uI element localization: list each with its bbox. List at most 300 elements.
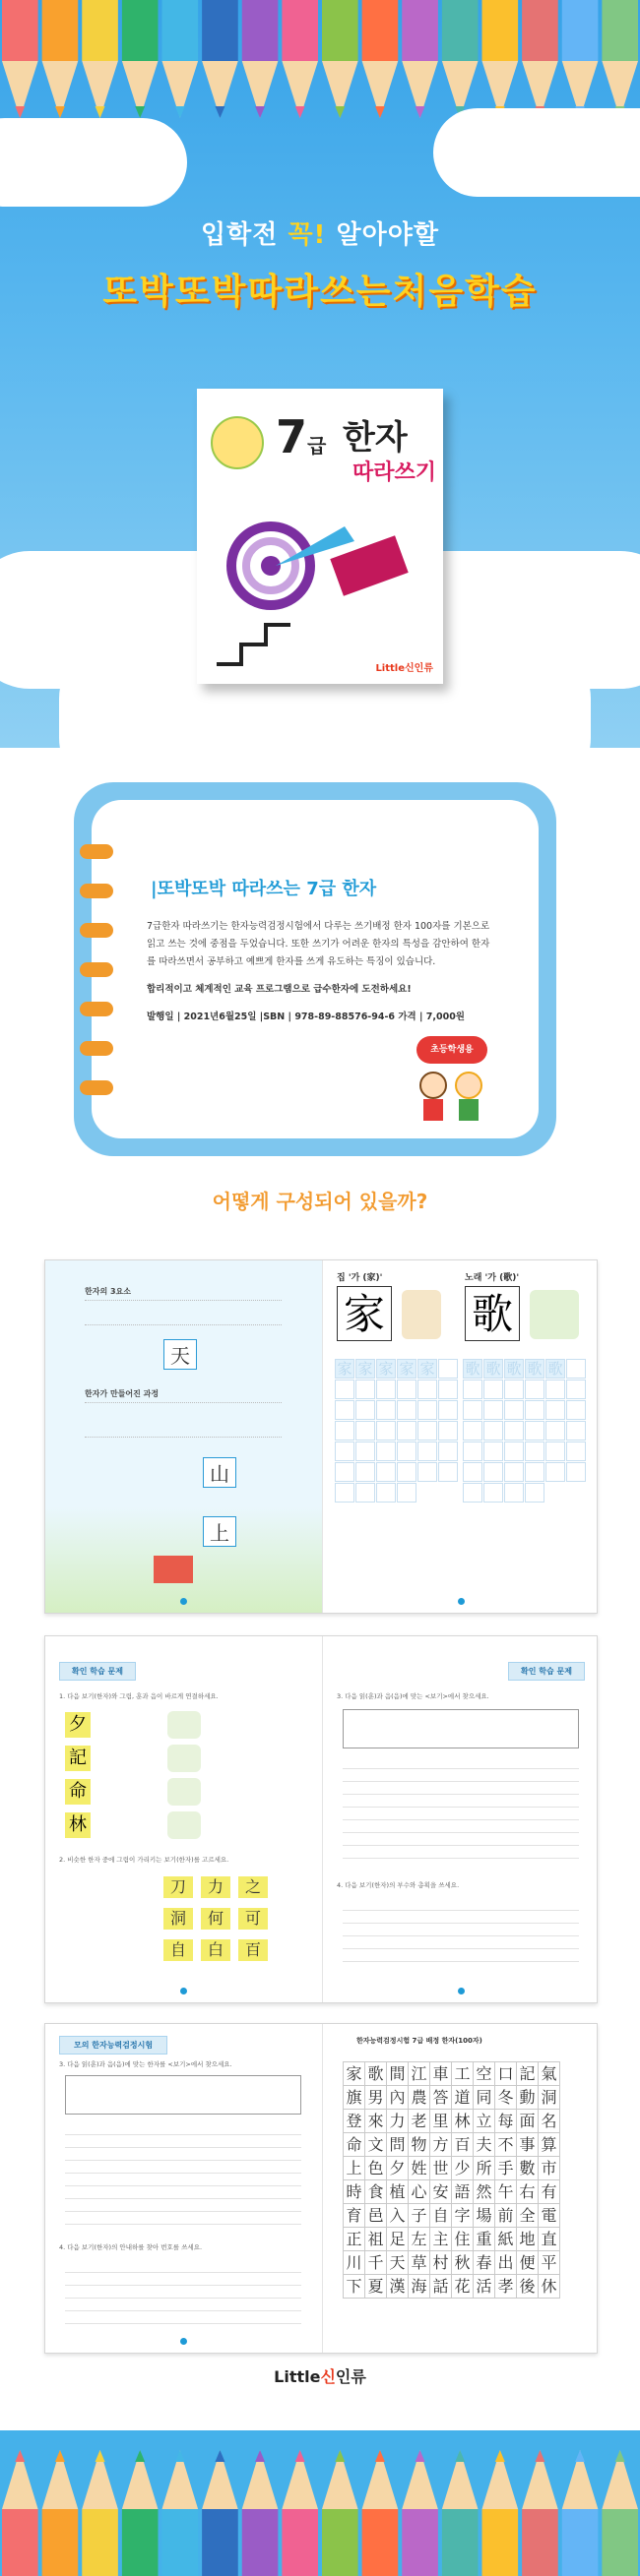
answer-line bbox=[65, 2148, 301, 2161]
practice-cell bbox=[504, 1462, 524, 1482]
hanja-cell: 文 bbox=[364, 2132, 387, 2157]
match-image bbox=[167, 1745, 201, 1772]
hanja-cell: 下 bbox=[343, 2274, 365, 2299]
hanja-cell: 重 bbox=[473, 2227, 495, 2251]
hanja-cell: 林 bbox=[451, 2109, 474, 2133]
practice-cell bbox=[335, 1441, 354, 1461]
pencil bbox=[122, 2450, 159, 2576]
pencil bbox=[2, 2450, 38, 2576]
practice-grid bbox=[463, 1359, 587, 1503]
hanja-cell: 方 bbox=[429, 2132, 452, 2157]
pencil bbox=[82, 2450, 118, 2576]
hanja-cell: 右 bbox=[516, 2179, 539, 2204]
headline-accent: 꼭! bbox=[288, 220, 327, 250]
practice-cell bbox=[463, 1462, 482, 1482]
hanja-cell: 育 bbox=[343, 2203, 365, 2228]
hanja-cell: 名 bbox=[538, 2109, 560, 2133]
hanja-cell: 入 bbox=[386, 2203, 409, 2228]
hanja-cell: 算 bbox=[538, 2132, 560, 2157]
match-row bbox=[59, 1743, 305, 1776]
practice-cell bbox=[504, 1380, 524, 1399]
answer-line bbox=[343, 1795, 579, 1808]
practice-cell bbox=[525, 1400, 544, 1420]
example-char: 上 bbox=[203, 1516, 236, 1547]
pencil bbox=[442, 0, 479, 118]
book-info-inner bbox=[92, 800, 539, 1138]
answer-line bbox=[65, 2311, 301, 2324]
hanja-cell: 天 bbox=[386, 2250, 409, 2275]
hanja-cell: 力 bbox=[386, 2109, 409, 2133]
hanja-cell: 自 bbox=[429, 2203, 452, 2228]
hanja-cell: 孝 bbox=[494, 2274, 517, 2299]
hanja-cell: 老 bbox=[408, 2109, 430, 2133]
book-grade bbox=[276, 410, 326, 463]
practice-cell bbox=[376, 1380, 396, 1399]
hanja-row bbox=[343, 2061, 579, 2085]
preview-page bbox=[45, 1636, 322, 2002]
practice-cell: 歌 bbox=[504, 1359, 524, 1379]
answer-line bbox=[65, 2260, 301, 2273]
tab-label: 노래 '가 (歌)' bbox=[465, 1273, 520, 1283]
practice-cell bbox=[504, 1483, 524, 1503]
practice-cell bbox=[335, 1421, 354, 1441]
pencil bbox=[562, 2450, 599, 2576]
hanja-cell: 夕 bbox=[386, 2156, 409, 2180]
hanja-cell: 工 bbox=[451, 2061, 474, 2086]
page-dot bbox=[180, 1988, 187, 1994]
headline-suffix: 알아야할 bbox=[326, 220, 439, 250]
hero-subheadline: 또박또박따라쓰는처음학습 bbox=[102, 272, 538, 312]
preview-page bbox=[45, 2024, 322, 2353]
hanja-cell: 動 bbox=[516, 2085, 539, 2110]
hanja-cell: 車 bbox=[429, 2061, 452, 2086]
info-body bbox=[147, 918, 491, 1036]
hanja-cell: 植 bbox=[386, 2179, 409, 2204]
practice-cell: 家 bbox=[376, 1359, 396, 1379]
hero-headline bbox=[0, 215, 640, 251]
choice-char: 洞 bbox=[163, 1908, 193, 1930]
practice-cell bbox=[355, 1400, 375, 1420]
answer-line bbox=[65, 2273, 301, 2286]
hanja-cell: 立 bbox=[473, 2109, 495, 2133]
pencil bbox=[362, 2450, 399, 2576]
answer-line bbox=[343, 1911, 579, 1924]
page-dot bbox=[180, 2338, 187, 2345]
preview-page bbox=[322, 1636, 598, 2002]
preview-spread-3 bbox=[44, 2023, 598, 2354]
pencil bbox=[2, 0, 38, 118]
hanja-cell: 面 bbox=[516, 2109, 539, 2133]
pencil bbox=[242, 0, 279, 118]
hanja-cell: 休 bbox=[538, 2274, 560, 2299]
answer-box bbox=[65, 2075, 301, 2115]
hanja-cell: 話 bbox=[429, 2274, 452, 2299]
section-question: 어떻게 구성되어 있을까? bbox=[212, 1190, 428, 1213]
hanja-cell: 數 bbox=[516, 2156, 539, 2180]
kids-illustration bbox=[412, 1068, 490, 1127]
practice-cell: 家 bbox=[417, 1359, 437, 1379]
practice-grid bbox=[335, 1359, 459, 1503]
practice-cell bbox=[525, 1421, 544, 1441]
answer-line bbox=[65, 2135, 301, 2148]
house-illustration bbox=[154, 1556, 193, 1583]
binder-ring bbox=[80, 1002, 113, 1016]
headline-prefix: 입학전 bbox=[201, 220, 288, 250]
pencil bbox=[402, 0, 438, 118]
hanja-cell: 便 bbox=[516, 2250, 539, 2275]
book-publisher: Little신인류 bbox=[375, 663, 433, 674]
practice-cell bbox=[463, 1441, 482, 1461]
practice-cell bbox=[438, 1359, 458, 1379]
hanja-row bbox=[343, 2203, 579, 2227]
book-title: 한자 bbox=[343, 418, 408, 458]
big-char: 家 bbox=[337, 1286, 392, 1341]
choice-char: 之 bbox=[238, 1876, 268, 1898]
answer-line bbox=[65, 2286, 301, 2299]
practice-cell bbox=[483, 1441, 503, 1461]
hanja-cell: 場 bbox=[473, 2203, 495, 2228]
hanja-cell: 電 bbox=[538, 2203, 560, 2228]
pencil bbox=[362, 0, 399, 118]
section-title: 한자능력검정시험 7급 배정 한자(100자) bbox=[356, 2037, 482, 2045]
practice-cell bbox=[525, 1483, 544, 1503]
page-dot bbox=[180, 1598, 187, 1605]
book-subtitle: 따라쓰기 bbox=[352, 460, 437, 485]
practice-cell: 家 bbox=[335, 1359, 354, 1379]
binder-ring bbox=[80, 844, 113, 859]
pencil bbox=[322, 0, 358, 118]
preview-spread-1 bbox=[44, 1259, 598, 1614]
info-publication: 발행일 | 2021년6월25일 |SBN | 978-89-88576-94-6 가격 | 7,000원 bbox=[147, 1012, 465, 1022]
hanja-cell: 氣 bbox=[538, 2061, 560, 2086]
match-row bbox=[59, 1709, 305, 1743]
hanja-cell: 足 bbox=[386, 2227, 409, 2251]
hanja-row bbox=[343, 2227, 579, 2250]
practice-cell bbox=[483, 1462, 503, 1482]
practice-cell bbox=[417, 1462, 437, 1482]
practice-cell bbox=[545, 1421, 565, 1441]
answer-line bbox=[65, 2161, 301, 2174]
hanja-cell: 少 bbox=[451, 2156, 474, 2180]
pencil bbox=[42, 2450, 79, 2576]
answer-line bbox=[343, 1898, 579, 1911]
hanja-cell: 出 bbox=[494, 2250, 517, 2275]
practice-cell: 家 bbox=[355, 1359, 375, 1379]
page-dot bbox=[458, 1598, 465, 1605]
logo-suffix: 인류 bbox=[335, 2367, 366, 2386]
hanja-cell: 主 bbox=[429, 2227, 452, 2251]
match-image bbox=[167, 1778, 201, 1806]
hanja-cell: 里 bbox=[429, 2109, 452, 2133]
hanja-row bbox=[343, 2109, 579, 2132]
hanja-cell: 所 bbox=[473, 2156, 495, 2180]
practice-cell bbox=[483, 1483, 503, 1503]
character-image bbox=[530, 1290, 579, 1339]
match-image bbox=[167, 1811, 201, 1839]
info-title: |또박또박 따라쓰는 7급 한자 bbox=[151, 879, 377, 899]
hanja-cell: 前 bbox=[494, 2203, 517, 2228]
pencil-border-bottom bbox=[0, 2430, 640, 2576]
practice-cell bbox=[355, 1441, 375, 1461]
hanja-cell: 每 bbox=[494, 2109, 517, 2133]
hanja-cell: 花 bbox=[451, 2274, 474, 2299]
practice-cell bbox=[463, 1400, 482, 1420]
hanja-cell: 有 bbox=[538, 2179, 560, 2204]
match-char: 夕 bbox=[65, 1712, 91, 1738]
pencil bbox=[522, 0, 558, 118]
preview-page bbox=[322, 1260, 598, 1613]
match-image bbox=[167, 1711, 201, 1739]
hanja-cell: 命 bbox=[343, 2132, 365, 2157]
hanja-cell: 百 bbox=[451, 2132, 474, 2157]
practice-cell bbox=[566, 1380, 586, 1399]
section-tag: 확인 학습 문제 bbox=[59, 1662, 136, 1681]
practice-cell bbox=[438, 1380, 458, 1399]
answer-line bbox=[65, 2122, 301, 2135]
hanja-cell: 草 bbox=[408, 2250, 430, 2275]
hanja-cell: 答 bbox=[429, 2085, 452, 2110]
hanja-cell: 道 bbox=[451, 2085, 474, 2110]
match-list bbox=[59, 1709, 305, 1843]
answer-line bbox=[343, 1924, 579, 1936]
hanja-cell: 然 bbox=[473, 2179, 495, 2204]
pencil bbox=[282, 0, 318, 118]
practice-cell bbox=[376, 1483, 396, 1503]
answer-lines bbox=[65, 2122, 301, 2225]
practice-cell bbox=[504, 1441, 524, 1461]
hanja-row bbox=[343, 2156, 579, 2179]
preview-spread-2 bbox=[44, 1635, 598, 2003]
binder-ring bbox=[80, 1041, 113, 1056]
choice-char: 刀 bbox=[163, 1876, 193, 1898]
hanja-cell: 事 bbox=[516, 2132, 539, 2157]
pencil bbox=[82, 0, 118, 118]
answer-lines bbox=[343, 1756, 579, 1859]
big-char: 歌 bbox=[465, 1286, 520, 1341]
pencil bbox=[242, 2450, 279, 2576]
pencil bbox=[522, 2450, 558, 2576]
hanja-cell: 祖 bbox=[364, 2227, 387, 2251]
answer-line bbox=[343, 1846, 579, 1859]
answer-lines bbox=[65, 2260, 301, 2324]
hanja-cell: 時 bbox=[343, 2179, 365, 2204]
practice-cell bbox=[335, 1380, 354, 1399]
hanja-cell: 不 bbox=[494, 2132, 517, 2157]
binder-ring bbox=[80, 1080, 113, 1095]
example-char: 山 bbox=[203, 1457, 236, 1488]
practice-cell bbox=[463, 1421, 482, 1441]
hanja-cell: 午 bbox=[494, 2179, 517, 2204]
match-row bbox=[59, 1776, 305, 1809]
hanja-cell: 正 bbox=[343, 2227, 365, 2251]
pencil bbox=[482, 2450, 519, 2576]
practice-cell bbox=[355, 1380, 375, 1399]
practice-cell: 家 bbox=[397, 1359, 416, 1379]
choice-char: 何 bbox=[201, 1908, 230, 1930]
match-char: 記 bbox=[65, 1746, 91, 1771]
hanja-cell: 後 bbox=[516, 2274, 539, 2299]
hanja-cell: 農 bbox=[408, 2085, 430, 2110]
pencil bbox=[402, 2450, 438, 2576]
hanja-cell: 春 bbox=[473, 2250, 495, 2275]
practice-cell bbox=[504, 1400, 524, 1420]
hanja-cell: 色 bbox=[364, 2156, 387, 2180]
cloud bbox=[0, 118, 187, 207]
practice-cell bbox=[335, 1483, 354, 1503]
hanja-cell: 食 bbox=[364, 2179, 387, 2204]
hanja-cell: 直 bbox=[538, 2227, 560, 2251]
practice-cell bbox=[566, 1462, 586, 1482]
practice-cell bbox=[397, 1380, 416, 1399]
hanja-cell: 男 bbox=[364, 2085, 387, 2110]
hanja-cell: 口 bbox=[494, 2061, 517, 2086]
book-cover bbox=[197, 389, 443, 684]
hanja-cell: 同 bbox=[473, 2085, 495, 2110]
hanja-cell: 夫 bbox=[473, 2132, 495, 2157]
hanja-cell: 全 bbox=[516, 2203, 539, 2228]
hanja-cell: 洞 bbox=[538, 2085, 560, 2110]
choice-char: 可 bbox=[238, 1908, 268, 1930]
practice-cell bbox=[376, 1400, 396, 1420]
practice-cell bbox=[355, 1483, 375, 1503]
answer-lines bbox=[343, 1898, 579, 1962]
practice-cell bbox=[545, 1462, 565, 1482]
practice-cell: 歌 bbox=[483, 1359, 503, 1379]
hanja-cell: 來 bbox=[364, 2109, 387, 2133]
hanja-cell: 登 bbox=[343, 2109, 365, 2133]
preview-page bbox=[45, 1260, 322, 1613]
practice-cell bbox=[545, 1441, 565, 1461]
match-char: 林 bbox=[65, 1812, 91, 1838]
pencil bbox=[162, 2450, 199, 2576]
example-char: 天 bbox=[163, 1339, 197, 1370]
practice-cell bbox=[566, 1400, 586, 1420]
hanja-cell: 旗 bbox=[343, 2085, 365, 2110]
publisher-logo bbox=[0, 2364, 640, 2387]
body-text bbox=[85, 1402, 282, 1438]
pencil bbox=[562, 0, 599, 118]
logo-prefix: Little bbox=[274, 2367, 321, 2386]
hanja-table bbox=[343, 2061, 579, 2298]
book-badge bbox=[211, 416, 264, 469]
hanja-cell: 千 bbox=[364, 2250, 387, 2275]
hanja-cell: 海 bbox=[408, 2274, 430, 2299]
practice-cell bbox=[545, 1400, 565, 1420]
practice-cell bbox=[566, 1359, 586, 1379]
practice-cell bbox=[463, 1380, 482, 1399]
tab-label: 집 '가 (家)' bbox=[337, 1273, 383, 1283]
practice-cell bbox=[483, 1421, 503, 1441]
pencil bbox=[602, 0, 638, 118]
hanja-cell: 紙 bbox=[494, 2227, 517, 2251]
practice-cell bbox=[397, 1462, 416, 1482]
hero-section bbox=[0, 0, 640, 748]
answer-line bbox=[65, 2199, 301, 2212]
practice-cell bbox=[397, 1400, 416, 1420]
practice-cell bbox=[417, 1400, 437, 1420]
answer-line bbox=[343, 1833, 579, 1846]
hanja-cell: 語 bbox=[451, 2179, 474, 2204]
book-info-card bbox=[74, 782, 556, 1156]
question-text: 4. 다음 보기(한자)의 부수와 총획을 쓰세요. bbox=[337, 1881, 460, 1889]
practice-cell bbox=[525, 1462, 544, 1482]
pencil bbox=[162, 0, 199, 118]
answer-line bbox=[343, 1949, 579, 1962]
hanja-cell: 左 bbox=[408, 2227, 430, 2251]
practice-cell bbox=[438, 1400, 458, 1420]
practice-cell bbox=[504, 1421, 524, 1441]
section-title: 모의 한자능력검정시험 bbox=[59, 2036, 167, 2055]
hanja-cell: 子 bbox=[408, 2203, 430, 2228]
question-text: 3. 다음 읽(훈)과 음(음)에 맞는 <보기>에서 찾으세요. bbox=[337, 1692, 489, 1700]
hanja-cell: 內 bbox=[386, 2085, 409, 2110]
answer-line bbox=[65, 2299, 301, 2311]
pencil bbox=[202, 2450, 238, 2576]
pencil bbox=[322, 2450, 358, 2576]
binder-ring bbox=[80, 962, 113, 977]
hanja-cell: 平 bbox=[538, 2250, 560, 2275]
info-call-to-action: 합리적이고 체계적인 교육 프로그램으로 급수한자에 도전하세요! bbox=[147, 984, 412, 995]
binder-ring bbox=[80, 884, 113, 898]
hanja-cell: 安 bbox=[429, 2179, 452, 2204]
choice-grid bbox=[163, 1876, 291, 1971]
hanja-cell: 川 bbox=[343, 2250, 365, 2275]
info-description: 7급한자 따라쓰기는 한자능력검정시험에서 다루는 쓰기배정 한자 100자를 기본으로 읽고 쓰는 것에 중점을 두었습니다. 또한 쓰기가 어려운 한자의 특성을 감안하여 한자를 따라쓰면서 공부하고 예쁘게 한자를 쓰게 유도하는 특징이 있습니다. bbox=[147, 921, 490, 967]
pencil bbox=[442, 2450, 479, 2576]
practice-cell bbox=[397, 1421, 416, 1441]
answer-line bbox=[343, 1820, 579, 1833]
practice-cell bbox=[335, 1400, 354, 1420]
answer-box bbox=[343, 1709, 579, 1748]
preview-page bbox=[322, 2024, 598, 2353]
hanja-row bbox=[343, 2085, 579, 2109]
section-heading: 한자가 만들어진 과정 bbox=[85, 1389, 160, 1398]
hanja-cell: 地 bbox=[516, 2227, 539, 2251]
hanja-cell: 間 bbox=[386, 2061, 409, 2086]
hanja-cell: 夏 bbox=[364, 2274, 387, 2299]
practice-cell bbox=[438, 1462, 458, 1482]
hanja-cell: 邑 bbox=[364, 2203, 387, 2228]
practice-cell: 歌 bbox=[525, 1359, 544, 1379]
pencil bbox=[282, 2450, 318, 2576]
question-text: 3. 다음 읽(훈)과 음(음)에 맞는 한자를 <보기>에서 찾으세요. bbox=[59, 2060, 232, 2068]
audience-badge: 초등학생용 bbox=[416, 1036, 487, 1064]
hanja-cell: 字 bbox=[451, 2203, 474, 2228]
choice-char: 自 bbox=[163, 1939, 193, 1961]
book-grade-number: 7 bbox=[276, 410, 308, 463]
hanja-cell: 歌 bbox=[364, 2061, 387, 2086]
hanja-cell: 問 bbox=[386, 2132, 409, 2157]
pencil bbox=[482, 0, 519, 118]
practice-cell bbox=[545, 1380, 565, 1399]
answer-line bbox=[65, 2174, 301, 2186]
body-text bbox=[85, 1300, 282, 1325]
practice-cell bbox=[335, 1462, 354, 1482]
question-text: 1. 다음 보기(한자)와 그림, 훈과 음이 바르게 연결하세요. bbox=[59, 1692, 219, 1700]
hanja-cell: 手 bbox=[494, 2156, 517, 2180]
character-image bbox=[402, 1290, 441, 1339]
practice-cell bbox=[483, 1400, 503, 1420]
match-row bbox=[59, 1809, 305, 1843]
pencil bbox=[42, 0, 79, 118]
match-char: 命 bbox=[65, 1779, 91, 1805]
practice-cell bbox=[566, 1441, 586, 1461]
hanja-cell: 冬 bbox=[494, 2085, 517, 2110]
practice-cell bbox=[376, 1462, 396, 1482]
practice-cell bbox=[525, 1380, 544, 1399]
pencil bbox=[602, 2450, 638, 2576]
practice-cell bbox=[355, 1421, 375, 1441]
